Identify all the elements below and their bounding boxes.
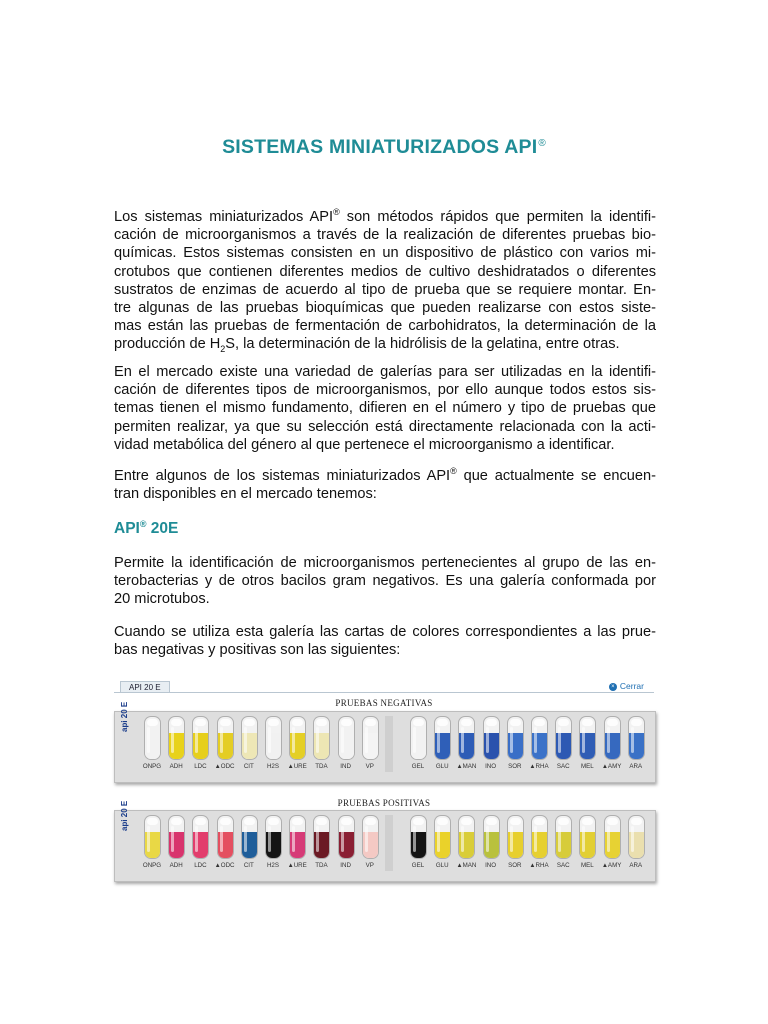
tube-highlight: [171, 826, 174, 852]
tube-cupule: [486, 719, 497, 726]
tube-label: MEL: [581, 763, 594, 770]
text-line: [114, 418, 656, 436]
text-run: En el mercado existe una variedad de galerías para ser utilizadas en la identifi-: [114, 364, 656, 380]
tube-label: ONPG: [142, 763, 162, 770]
tube-label: H2S: [266, 862, 280, 869]
close-button[interactable]: [609, 681, 644, 692]
tube-label: LDC: [194, 862, 207, 869]
tube-highlight: [607, 826, 610, 852]
tube-cupule: [365, 818, 376, 825]
tube-label: GEL: [411, 862, 425, 869]
microtube: [313, 716, 330, 760]
tube-cupule: [341, 719, 352, 726]
tube-label: SAC: [556, 862, 570, 869]
api-20e-gallery: [114, 680, 654, 880]
text-run: cación de microorganismos a través de la realización de diferentes pruebas bio-: [114, 227, 656, 244]
microtube: [555, 815, 572, 859]
text-run: permiten realizar, ya que su selección está directamente relacionada con la acti-: [114, 418, 656, 435]
paragraph-color-charts: [114, 623, 656, 659]
tube-highlight: [558, 727, 561, 753]
tube-cupule: [316, 719, 327, 726]
close-icon: ×: [609, 683, 617, 691]
microtube: [144, 716, 161, 760]
microtube: [434, 716, 451, 760]
microtube: [241, 815, 258, 859]
text-run: que actualmente se encuen-: [456, 468, 656, 484]
tube-highlight: [582, 727, 585, 753]
tube-highlight: [486, 727, 489, 753]
text-run: 2: [220, 344, 226, 354]
microtube: [410, 716, 427, 760]
tube-cupule: [171, 818, 182, 825]
tube-label: ▲MAN: [456, 763, 477, 770]
tube-cupule: [510, 719, 521, 726]
tube-cupule: [244, 719, 255, 726]
api-logo-label: api 20 E: [120, 701, 129, 732]
negative-heading: PRUEBAS NEGATIVAS: [335, 698, 433, 708]
tube-highlight: [171, 727, 174, 753]
tube-cupule: [147, 719, 158, 726]
tube-label: MEL: [581, 862, 594, 869]
tube-cupule: [195, 818, 206, 825]
text-line: [114, 335, 656, 353]
tube-cupule: [437, 719, 448, 726]
tube-label: SAC: [556, 763, 570, 770]
microtube: [217, 716, 234, 760]
tube-cupule: [558, 818, 569, 825]
gallery-toolbar: [114, 680, 654, 693]
tube-cupule: [365, 719, 376, 726]
close-label: Cerrar: [619, 681, 644, 691]
text-line: [114, 572, 656, 590]
tube-cupule: [268, 719, 279, 726]
tube-cupule: [195, 719, 206, 726]
tube-highlight: [195, 826, 198, 852]
tube-cupule: [631, 818, 642, 825]
tube-cupule: [244, 818, 255, 825]
tube-label: GLU: [435, 862, 449, 869]
text-line: [114, 554, 656, 572]
tube-label: ADH: [169, 862, 183, 869]
microtube: [338, 815, 355, 859]
microtube: [168, 716, 185, 760]
tube-cupule: [341, 818, 352, 825]
tube-highlight: [558, 826, 561, 852]
tube-label: CIT: [243, 763, 254, 770]
microtube: [168, 815, 185, 859]
tube-label: IND: [340, 763, 351, 770]
api-logo: [118, 701, 134, 768]
text-run: tre algunas de las pruebas bioquímicas que pueden realizarse con estos siste-: [114, 299, 656, 316]
tube-cupule: [437, 818, 448, 825]
tube-highlight: [195, 727, 198, 753]
tube-cupule: [607, 818, 618, 825]
microtube: [458, 815, 475, 859]
text-line: [114, 363, 656, 381]
tube-label: SOR: [508, 763, 522, 770]
microtube: [265, 815, 282, 859]
text-run: ®: [450, 467, 457, 477]
tube-cupule: [292, 719, 303, 726]
microtube: [507, 815, 524, 859]
tube-highlight: [147, 826, 150, 852]
tube-highlight: [437, 826, 440, 852]
tube-highlight: [341, 826, 344, 852]
text-line: [114, 381, 656, 399]
tube-label: INO: [485, 763, 497, 770]
text-line: [114, 244, 656, 262]
tube-highlight: [461, 727, 464, 753]
tube-cupule: [461, 719, 472, 726]
text-run: Los sistemas miniaturizados API: [114, 209, 334, 225]
text-run: Cuando se utiliza esta galería las cartas de colores correspondientes a las prue-: [114, 624, 656, 640]
tube-highlight: [534, 727, 537, 753]
registered-mark: ®: [538, 137, 546, 149]
paragraph-api-20e: [114, 554, 656, 609]
tube-label: GEL: [411, 763, 425, 770]
tube-cupule: [461, 818, 472, 825]
text-line: [114, 641, 656, 659]
text-line: [114, 623, 656, 641]
tube-label: ▲RHA: [529, 862, 549, 869]
tube-cupule: [220, 719, 231, 726]
positive-heading: PRUEBAS POSITIVAS: [337, 798, 431, 808]
microtube: [579, 815, 596, 859]
microtube: [604, 716, 621, 760]
tube-highlight: [510, 727, 513, 753]
microtube: [217, 815, 234, 859]
microtube: [338, 716, 355, 760]
text-line: [114, 317, 656, 335]
tube-label: ▲RHA: [529, 763, 549, 770]
text-run: crotubos que contienen diferentes medios de cultivo deshidratados o diferentes: [114, 263, 656, 280]
microtube: [144, 815, 161, 859]
microtube: [579, 716, 596, 760]
microtube: [241, 716, 258, 760]
tube-label: GLU: [435, 763, 449, 770]
tube-highlight: [268, 826, 271, 852]
tube-label: ▲MAN: [456, 862, 477, 869]
paragraph-intro: [114, 208, 656, 354]
tube-highlight: [292, 727, 295, 753]
section-heading-suffix: 20E: [146, 520, 179, 538]
tube-highlight: [582, 826, 585, 852]
text-line: [114, 299, 656, 317]
tube-highlight: [510, 826, 513, 852]
tube-cupule: [171, 719, 182, 726]
tube-label: ▲URE: [287, 862, 307, 869]
tube-highlight: [147, 727, 150, 753]
tube-label: ▲URE: [287, 763, 307, 770]
tube-highlight: [365, 826, 368, 852]
tube-cupule: [413, 719, 424, 726]
microtube: [555, 716, 572, 760]
tube-highlight: [316, 826, 319, 852]
text-run: 20 microtubos.: [114, 591, 210, 608]
tube-label: INO: [485, 862, 497, 869]
text-line: [114, 436, 656, 454]
text-line: [114, 208, 656, 226]
text-run: terobacterias y de otros bacilos gram negativos. Es una galería conformada por: [114, 573, 656, 590]
tube-cupule: [147, 818, 158, 825]
tube-label: TDA: [315, 763, 328, 770]
microtube: [628, 815, 645, 859]
tube-cupule: [486, 818, 497, 825]
tube-highlight: [413, 727, 416, 753]
microtube: [410, 815, 427, 859]
tube-cupule: [582, 719, 593, 726]
tube-label: ▲AMY: [601, 862, 622, 869]
text-line: [114, 281, 656, 299]
tube-cupule: [268, 818, 279, 825]
tube-label: ▲ODC: [214, 862, 235, 869]
microtube: [483, 815, 500, 859]
text-run: vidad metabólica del género al que pertenece el microorganismo a identificar.: [114, 436, 615, 453]
text-line: [114, 485, 656, 503]
text-line: [114, 263, 656, 281]
paragraph-systems: [114, 467, 656, 503]
tube-highlight: [244, 727, 247, 753]
tube-cupule: [220, 818, 231, 825]
tube-cupule: [631, 719, 642, 726]
tube-cupule: [413, 818, 424, 825]
tube-cupule: [582, 818, 593, 825]
tube-label: H2S: [266, 763, 280, 770]
tube-cupule: [292, 818, 303, 825]
microtube: [531, 815, 548, 859]
text-run: Permite la identificación de microorganismos pertenecientes al grupo de las en-: [114, 555, 656, 571]
tube-label: ADH: [169, 763, 183, 770]
tube-highlight: [607, 727, 610, 753]
tube-cupule: [534, 719, 545, 726]
tube-label: LDC: [194, 763, 207, 770]
tube-label: SOR: [508, 862, 522, 869]
text-line: [114, 399, 656, 417]
tube-highlight: [292, 826, 295, 852]
microtube: [531, 716, 548, 760]
registered-mark: ®: [139, 519, 147, 529]
microtube: [483, 716, 500, 760]
tube-highlight: [316, 727, 319, 753]
microtube: [289, 716, 306, 760]
text-run: temas tienen el mismo fundamento, difieren en el número y tipo de pruebas que: [114, 400, 656, 417]
tube-cupule: [558, 719, 569, 726]
text-run: bas negativas y positivas son las siguientes:: [114, 642, 401, 659]
tube-highlight: [486, 826, 489, 852]
tube-label: TDA: [315, 862, 328, 869]
strip-separator: [385, 815, 393, 871]
text-run: químicas. Estos sistemas consisten en un dispositivo de plástico con varios mi-: [114, 245, 656, 262]
tube-highlight: [341, 727, 344, 753]
text-run: sustratos de enzimas de acuerdo al tipo de prueba que se requiere montar. En-: [114, 281, 656, 298]
tube-cupule: [534, 818, 545, 825]
tube-label: ▲AMY: [601, 763, 622, 770]
microtube: [362, 815, 379, 859]
tube-label: IND: [340, 862, 351, 869]
tube-highlight: [220, 826, 223, 852]
text-run: S, la determinación de la hidrólisis de la gelatina, entre otras.: [225, 336, 620, 353]
page-title: [0, 136, 768, 159]
tube-label: ARA: [629, 862, 643, 869]
microtube: [434, 815, 451, 859]
tube-label: ONPG: [142, 862, 162, 869]
text-run: producción de H: [114, 336, 221, 353]
tube-highlight: [244, 826, 247, 852]
text-line: [114, 467, 656, 485]
tube-cupule: [607, 719, 618, 726]
microtube: [192, 815, 209, 859]
tube-highlight: [631, 826, 634, 852]
tube-highlight: [220, 727, 223, 753]
tube-label: VP: [365, 862, 374, 869]
tube-label: VP: [365, 763, 374, 770]
text-run: mas están las pruebas de fermentación de carbohidratos, la determinación de la: [114, 318, 656, 335]
text-run: son métodos rápidos que permiten la identifi-: [339, 209, 656, 225]
microtube: [604, 815, 621, 859]
tube-highlight: [631, 727, 634, 753]
section-heading-text: API: [114, 520, 140, 538]
api-logo-label: api 20 E: [120, 800, 129, 831]
section-heading-api-20e: [114, 519, 178, 538]
microtube: [507, 716, 524, 760]
tube-highlight: [534, 826, 537, 852]
microtube: [628, 716, 645, 760]
microtube: [265, 716, 282, 760]
tube-label: ARA: [629, 763, 643, 770]
text-line: [114, 226, 656, 244]
tube-highlight: [437, 727, 440, 753]
microtube: [362, 716, 379, 760]
tube-label: CIT: [243, 862, 254, 869]
text-run: cación de diferentes tipos de microorganismos, por ello aunque todos estos sis-: [114, 382, 656, 399]
tube-cupule: [510, 818, 521, 825]
tube-label: ▲ODC: [214, 763, 235, 770]
microtube: [289, 815, 306, 859]
api-logo: [118, 800, 134, 867]
tube-highlight: [413, 826, 416, 852]
paragraph-market: [114, 363, 656, 454]
tube-highlight: [268, 727, 271, 753]
text-run: tran disponibles en el mercado tenemos:: [114, 486, 377, 503]
toolbar-divider: [114, 692, 654, 693]
text-run: Entre algunos de los sistemas miniaturizados API: [114, 468, 451, 484]
tube-highlight: [461, 826, 464, 852]
microtube: [458, 716, 475, 760]
microtube: [192, 716, 209, 760]
page-title-text: SISTEMAS MINIATURIZADOS API: [222, 136, 538, 158]
text-run: ®: [333, 208, 340, 218]
text-line: [114, 590, 656, 608]
microtube: [313, 815, 330, 859]
strip-separator: [385, 716, 393, 772]
tube-cupule: [316, 818, 327, 825]
gallery-tab[interactable]: API 20 E: [120, 681, 170, 693]
tube-highlight: [365, 727, 368, 753]
